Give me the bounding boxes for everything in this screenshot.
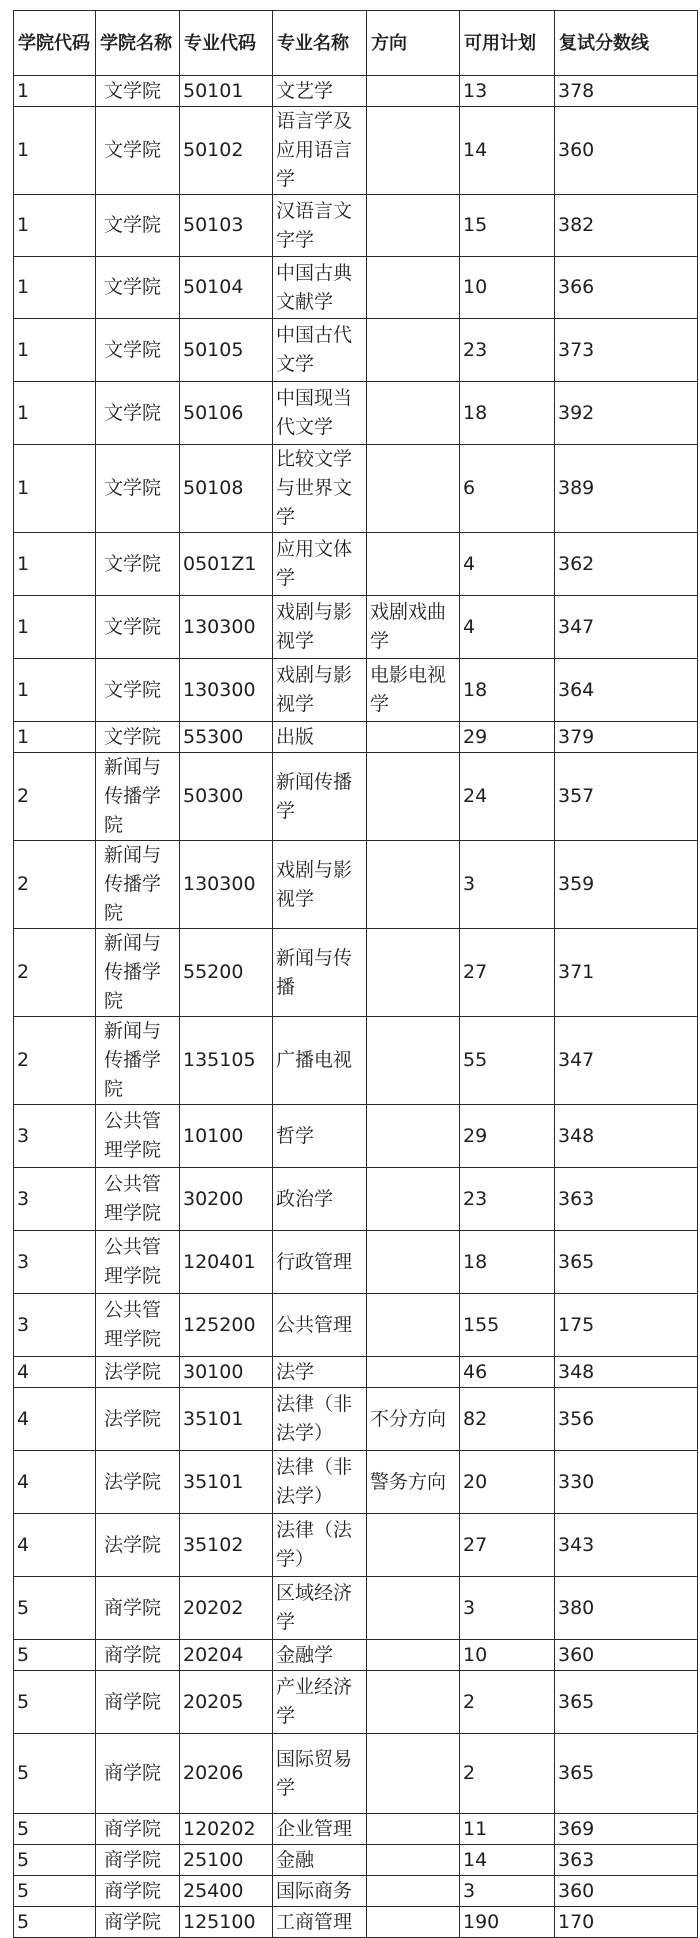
cell-retest-score: 356: [555, 1388, 698, 1451]
cell-retest-score: 347: [555, 1017, 698, 1105]
cell-retest-score: 389: [555, 445, 698, 533]
cell-retest-score: 360: [555, 1640, 698, 1671]
cell-college-code: 2: [14, 841, 96, 929]
cell-plan: 14: [460, 1845, 555, 1876]
cell-direction: [367, 1168, 460, 1231]
cell-direction: [367, 1845, 460, 1876]
cell-college-code: 1: [14, 445, 96, 533]
cell-college-code: 2: [14, 753, 96, 841]
cell-plan: 29: [460, 722, 555, 753]
cell-college-code: 3: [14, 1168, 96, 1231]
cell-retest-score: 330: [555, 1451, 698, 1514]
cell-major-name: 语言学及应用语言学: [273, 107, 367, 195]
cell-college-name: 商学院: [96, 1845, 180, 1876]
cell-major-name: 法律（非法学）: [273, 1451, 367, 1514]
cell-major-code: 20205: [180, 1671, 273, 1734]
cell-major-code: 130300: [180, 841, 273, 929]
table-row: [14, 1294, 698, 1357]
cell-plan: 3: [460, 1577, 555, 1640]
header-retest-score: 复试分数线: [555, 11, 698, 76]
cell-retest-score: 343: [555, 1514, 698, 1577]
cell-retest-score: 366: [555, 257, 698, 319]
cell-college-code: 5: [14, 1814, 96, 1845]
cell-college-code: 2: [14, 929, 96, 1017]
cell-major-name: 戏剧与影视学: [273, 841, 367, 929]
cell-major-code: 125100: [180, 1907, 273, 1938]
cell-retest-score: 382: [555, 195, 698, 257]
table-row: [14, 659, 698, 722]
table-row: [14, 1514, 698, 1577]
cell-college-name: 法学院: [96, 1514, 180, 1577]
cell-college-code: 4: [14, 1388, 96, 1451]
table-row: [14, 1845, 698, 1876]
table-row: [14, 929, 698, 1017]
cell-retest-score: 365: [555, 1671, 698, 1734]
cell-retest-score: 379: [555, 722, 698, 753]
cell-major-name: 中国古典文献学: [273, 257, 367, 319]
cell-college-name: 新闻与传播学院: [96, 841, 180, 929]
cell-direction: 电影电视学: [367, 659, 460, 722]
cell-major-name: 企业管理: [273, 1814, 367, 1845]
cell-plan: 2: [460, 1671, 555, 1734]
cell-college-name: 商学院: [96, 1734, 180, 1814]
table-row: [14, 1017, 698, 1105]
cell-college-code: 1: [14, 596, 96, 659]
cell-college-code: 3: [14, 1231, 96, 1294]
cell-college-name: 商学院: [96, 1814, 180, 1845]
cell-retest-score: 357: [555, 753, 698, 841]
cell-direction: [367, 257, 460, 319]
table-row: [14, 596, 698, 659]
cell-major-code: 20206: [180, 1734, 273, 1814]
cell-direction: [367, 76, 460, 107]
cell-direction: [367, 319, 460, 382]
cell-college-code: 4: [14, 1451, 96, 1514]
cell-major-name: 法学: [273, 1357, 367, 1388]
cell-retest-score: 347: [555, 596, 698, 659]
cell-major-code: 50102: [180, 107, 273, 195]
cell-plan: 4: [460, 596, 555, 659]
cell-plan: 27: [460, 1514, 555, 1577]
table-row: [14, 1357, 698, 1388]
header-major-code: 专业代码: [180, 11, 273, 76]
cell-major-name: 比较文学与世界文学: [273, 445, 367, 533]
cell-plan: 18: [460, 659, 555, 722]
header-row: [14, 11, 698, 76]
cell-plan: 15: [460, 195, 555, 257]
cell-college-name: 公共管理学院: [96, 1294, 180, 1357]
cell-college-name: 文学院: [96, 107, 180, 195]
cell-direction: [367, 1734, 460, 1814]
cell-college-code: 1: [14, 722, 96, 753]
cell-direction: [367, 753, 460, 841]
cell-direction: [367, 929, 460, 1017]
cell-plan: 13: [460, 76, 555, 107]
cell-plan: 24: [460, 753, 555, 841]
table-row: [14, 1876, 698, 1907]
cell-college-name: 商学院: [96, 1671, 180, 1734]
cell-direction: [367, 1514, 460, 1577]
cell-direction: [367, 1017, 460, 1105]
cell-major-name: 应用文体学: [273, 533, 367, 596]
cell-major-code: 50104: [180, 257, 273, 319]
table-row: [14, 1640, 698, 1671]
cell-direction: [367, 1640, 460, 1671]
cell-major-name: 工商管理: [273, 1907, 367, 1938]
cell-major-name: 国际贸易学: [273, 1734, 367, 1814]
cell-college-code: 5: [14, 1876, 96, 1907]
cell-college-name: 文学院: [96, 533, 180, 596]
cell-direction: [367, 533, 460, 596]
table-row: [14, 257, 698, 319]
table-row: [14, 445, 698, 533]
table-row: [14, 76, 698, 107]
cell-plan: 3: [460, 841, 555, 929]
table-row: [14, 1814, 698, 1845]
table-row: [14, 753, 698, 841]
table-body: [14, 76, 698, 1938]
cell-major-code: 120202: [180, 1814, 273, 1845]
cell-plan: 10: [460, 257, 555, 319]
table-row: [14, 1105, 698, 1168]
table-row: [14, 195, 698, 257]
cell-retest-score: 348: [555, 1357, 698, 1388]
cell-major-name: 政治学: [273, 1168, 367, 1231]
header-direction: 方向: [367, 11, 460, 76]
cell-college-code: 1: [14, 659, 96, 722]
cell-plan: 18: [460, 1231, 555, 1294]
header-major-name: 专业名称: [273, 11, 367, 76]
cell-major-code: 20204: [180, 1640, 273, 1671]
cell-retest-score: 364: [555, 659, 698, 722]
cell-college-name: 法学院: [96, 1451, 180, 1514]
cell-college-name: 文学院: [96, 659, 180, 722]
cell-major-code: 30200: [180, 1168, 273, 1231]
cell-plan: 4: [460, 533, 555, 596]
cell-retest-score: 360: [555, 107, 698, 195]
cell-plan: 55: [460, 1017, 555, 1105]
cell-direction: [367, 382, 460, 445]
cell-college-code: 4: [14, 1514, 96, 1577]
cell-college-name: 商学院: [96, 1907, 180, 1938]
score-table: [13, 10, 698, 1938]
cell-major-code: 135105: [180, 1017, 273, 1105]
table-row: [14, 722, 698, 753]
cell-college-code: 1: [14, 107, 96, 195]
table-row: [14, 319, 698, 382]
cell-major-name: 法律（非法学）: [273, 1388, 367, 1451]
cell-major-code: 25100: [180, 1845, 273, 1876]
table-row: [14, 1451, 698, 1514]
cell-college-code: 1: [14, 319, 96, 382]
cell-major-code: 10100: [180, 1105, 273, 1168]
table-row: [14, 1231, 698, 1294]
cell-major-name: 公共管理: [273, 1294, 367, 1357]
cell-major-name: 金融: [273, 1845, 367, 1876]
cell-plan: 2: [460, 1734, 555, 1814]
cell-plan: 23: [460, 1168, 555, 1231]
cell-plan: 10: [460, 1640, 555, 1671]
cell-major-name: 国际商务: [273, 1876, 367, 1907]
cell-college-name: 公共管理学院: [96, 1168, 180, 1231]
cell-major-name: 出版: [273, 722, 367, 753]
cell-major-name: 汉语言文字学: [273, 195, 367, 257]
cell-college-code: 3: [14, 1105, 96, 1168]
cell-direction: [367, 722, 460, 753]
cell-major-code: 50106: [180, 382, 273, 445]
cell-major-name: 行政管理: [273, 1231, 367, 1294]
cell-major-code: 120401: [180, 1231, 273, 1294]
cell-college-name: 文学院: [96, 596, 180, 659]
cell-major-code: 50108: [180, 445, 273, 533]
cell-major-code: 55300: [180, 722, 273, 753]
cell-retest-score: 365: [555, 1734, 698, 1814]
cell-major-name: 哲学: [273, 1105, 367, 1168]
cell-major-name: 新闻与传播: [273, 929, 367, 1017]
table-row: [14, 1577, 698, 1640]
cell-college-code: 5: [14, 1734, 96, 1814]
cell-college-name: 新闻与传播学院: [96, 753, 180, 841]
cell-major-code: 130300: [180, 659, 273, 722]
cell-college-name: 公共管理学院: [96, 1105, 180, 1168]
cell-direction: [367, 1294, 460, 1357]
cell-direction: [367, 1357, 460, 1388]
table-row: [14, 533, 698, 596]
cell-major-name: 文艺学: [273, 76, 367, 107]
cell-retest-score: 170: [555, 1907, 698, 1938]
cell-retest-score: 369: [555, 1814, 698, 1845]
cell-retest-score: 362: [555, 533, 698, 596]
table-row: [14, 1671, 698, 1734]
cell-major-name: 中国现当代文学: [273, 382, 367, 445]
header-college-name: 学院名称: [96, 11, 180, 76]
cell-major-code: 30100: [180, 1357, 273, 1388]
cell-major-name: 戏剧与影视学: [273, 659, 367, 722]
cell-college-name: 文学院: [96, 76, 180, 107]
cell-college-name: 文学院: [96, 257, 180, 319]
header-plan: 可用计划: [460, 11, 555, 76]
cell-major-code: 0501Z1: [180, 533, 273, 596]
cell-major-code: 50101: [180, 76, 273, 107]
cell-college-code: 1: [14, 533, 96, 596]
cell-major-name: 广播电视: [273, 1017, 367, 1105]
cell-major-code: 125200: [180, 1294, 273, 1357]
cell-plan: 46: [460, 1357, 555, 1388]
cell-direction: [367, 445, 460, 533]
cell-retest-score: 371: [555, 929, 698, 1017]
table-row: [14, 1734, 698, 1814]
cell-major-code: 25400: [180, 1876, 273, 1907]
table-row: [14, 382, 698, 445]
cell-plan: 27: [460, 929, 555, 1017]
cell-college-name: 公共管理学院: [96, 1231, 180, 1294]
cell-major-name: 产业经济学: [273, 1671, 367, 1734]
cell-retest-score: 359: [555, 841, 698, 929]
table-row: [14, 1388, 698, 1451]
cell-college-code: 1: [14, 76, 96, 107]
cell-plan: 190: [460, 1907, 555, 1938]
cell-plan: 11: [460, 1814, 555, 1845]
cell-major-name: 区域经济学: [273, 1577, 367, 1640]
cell-college-name: 商学院: [96, 1640, 180, 1671]
cell-retest-score: 175: [555, 1294, 698, 1357]
cell-direction: 戏剧戏曲学: [367, 596, 460, 659]
cell-college-code: 3: [14, 1294, 96, 1357]
table-row: [14, 1168, 698, 1231]
cell-major-code: 50300: [180, 753, 273, 841]
cell-major-name: 中国古代文学: [273, 319, 367, 382]
table-row: [14, 107, 698, 195]
cell-college-name: 法学院: [96, 1357, 180, 1388]
table-row: [14, 1907, 698, 1938]
cell-direction: [367, 1814, 460, 1845]
cell-major-name: 新闻传播学: [273, 753, 367, 841]
cell-college-name: 文学院: [96, 195, 180, 257]
cell-college-code: 5: [14, 1640, 96, 1671]
header-college-code: 学院代码: [14, 11, 96, 76]
cell-college-name: 商学院: [96, 1876, 180, 1907]
cell-college-code: 4: [14, 1357, 96, 1388]
cell-plan: 20: [460, 1451, 555, 1514]
cell-college-code: 1: [14, 382, 96, 445]
cell-direction: [367, 107, 460, 195]
cell-major-code: 35102: [180, 1514, 273, 1577]
cell-direction: [367, 841, 460, 929]
cell-college-code: 5: [14, 1907, 96, 1938]
cell-major-code: 50105: [180, 319, 273, 382]
cell-retest-score: 348: [555, 1105, 698, 1168]
cell-major-name: 金融学: [273, 1640, 367, 1671]
cell-major-code: 35101: [180, 1451, 273, 1514]
cell-direction: 警务方向: [367, 1451, 460, 1514]
cell-retest-score: 380: [555, 1577, 698, 1640]
cell-retest-score: 363: [555, 1168, 698, 1231]
cell-major-code: 35101: [180, 1388, 273, 1451]
cell-college-name: 法学院: [96, 1388, 180, 1451]
cell-retest-score: 365: [555, 1231, 698, 1294]
cell-retest-score: 373: [555, 319, 698, 382]
cell-college-name: 文学院: [96, 382, 180, 445]
cell-major-code: 130300: [180, 596, 273, 659]
cell-major-name: 戏剧与影视学: [273, 596, 367, 659]
cell-direction: [367, 1671, 460, 1734]
cell-plan: 18: [460, 382, 555, 445]
cell-major-code: 50103: [180, 195, 273, 257]
table-header: [14, 11, 698, 76]
cell-major-name: 法律（法学）: [273, 1514, 367, 1577]
cell-direction: [367, 1105, 460, 1168]
cell-retest-score: 363: [555, 1845, 698, 1876]
cell-retest-score: 378: [555, 76, 698, 107]
cell-college-code: 1: [14, 195, 96, 257]
cell-plan: 29: [460, 1105, 555, 1168]
cell-college-code: 5: [14, 1577, 96, 1640]
cell-direction: 不分方向: [367, 1388, 460, 1451]
cell-direction: [367, 195, 460, 257]
cell-major-code: 20202: [180, 1577, 273, 1640]
cell-plan: 23: [460, 319, 555, 382]
cell-direction: [367, 1876, 460, 1907]
cell-major-code: 55200: [180, 929, 273, 1017]
cell-college-code: 2: [14, 1017, 96, 1105]
cell-college-name: 文学院: [96, 722, 180, 753]
cell-college-code: 1: [14, 257, 96, 319]
cell-college-name: 新闻与传播学院: [96, 1017, 180, 1105]
cell-college-code: 5: [14, 1845, 96, 1876]
cell-college-name: 文学院: [96, 445, 180, 533]
cell-college-code: 5: [14, 1671, 96, 1734]
cell-retest-score: 392: [555, 382, 698, 445]
cell-direction: [367, 1907, 460, 1938]
cell-college-name: 商学院: [96, 1577, 180, 1640]
cell-plan: 14: [460, 107, 555, 195]
cell-plan: 6: [460, 445, 555, 533]
cell-college-name: 文学院: [96, 319, 180, 382]
cell-plan: 3: [460, 1876, 555, 1907]
cell-college-name: 新闻与传播学院: [96, 929, 180, 1017]
cell-direction: [367, 1231, 460, 1294]
cell-plan: 82: [460, 1388, 555, 1451]
table-row: [14, 841, 698, 929]
cell-retest-score: 360: [555, 1876, 698, 1907]
cell-direction: [367, 1577, 460, 1640]
cell-plan: 155: [460, 1294, 555, 1357]
